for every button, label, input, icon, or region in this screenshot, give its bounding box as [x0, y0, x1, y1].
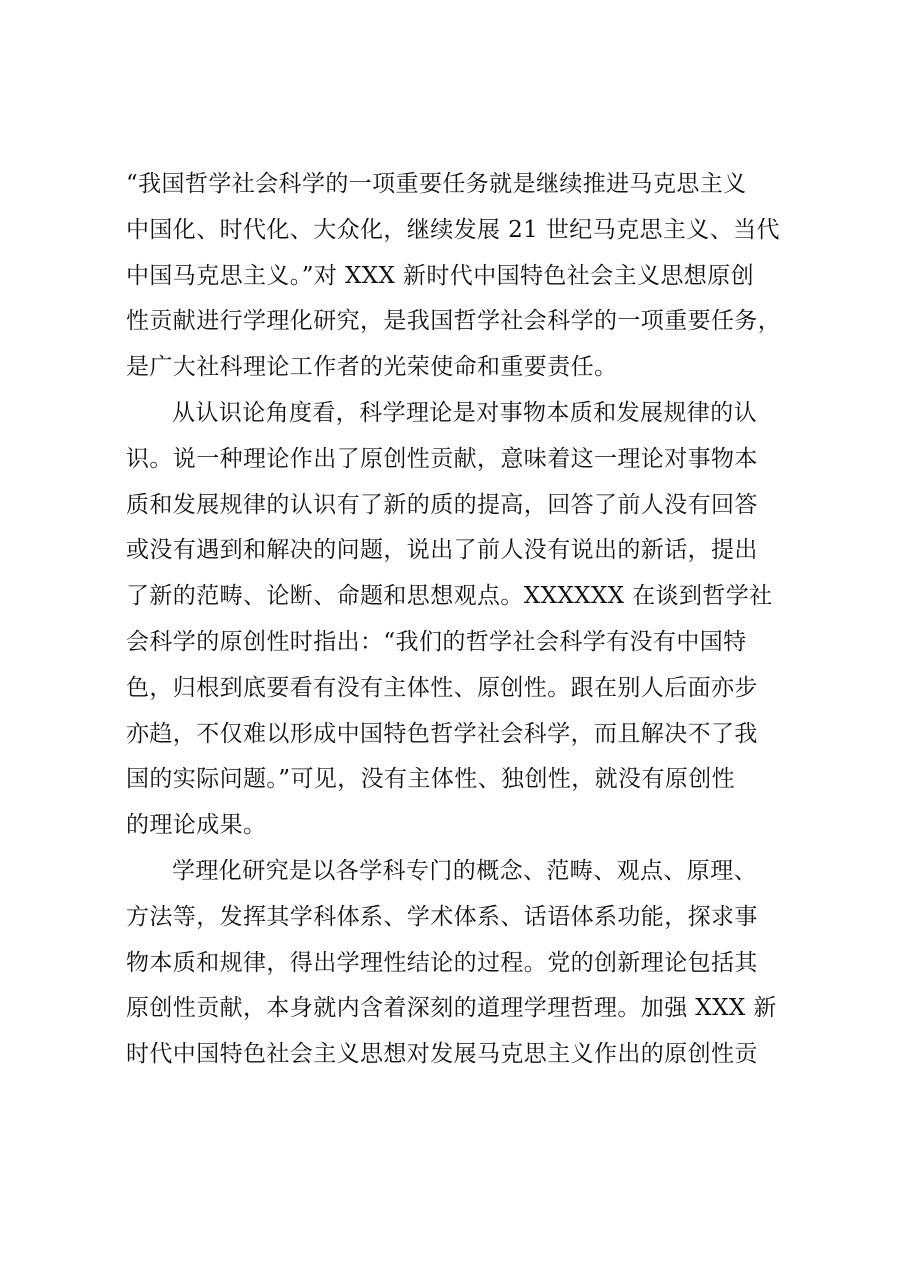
text-line: 中国马克思主义。”对 XXX 新时代中国特色社会主义思想原创 — [126, 262, 755, 289]
text-line: “我国哲学社会科学的一项重要任务就是继续推进马克思主义 — [126, 171, 747, 197]
text-line: 国的实际问题。”可见，没有主体性、独创性，就没有原创性 — [126, 766, 736, 793]
text-line: 学理化研究是以各学科专门的概念、范畴、观点、原理、 — [172, 857, 757, 884]
text-line: 时代中国特色社会主义思想对发展马克思主义作出的原创性贡 — [126, 1041, 758, 1068]
text-line: 了新的范畴、论断、命题和思想观点。XXXXXX 在谈到哲学社 — [126, 583, 773, 610]
text-line: 的理论成果。 — [126, 812, 267, 839]
paragraph-3 — [126, 849, 802, 1078]
text-line: 性贡献进行学理化研究，是我国哲学社会科学的一项重要任务， — [126, 308, 782, 335]
paragraph-1 — [126, 162, 802, 391]
text-line: 物本质和规律，得出学理性结论的过程。党的创新理论包括其 — [126, 949, 758, 976]
text-line: 或没有遇到和解决的问题，说出了前人没有说出的新话，提出 — [126, 537, 758, 564]
text-line: 中国化、时代化、大众化，继续发展 21 世纪马克思主义、当代 — [126, 216, 780, 243]
text-line: 原创性贡献，本身就内含着深刻的道理学理哲理。加强 XXX 新 — [126, 995, 777, 1022]
text-line: 从认识论角度看，科学理论是对事物本质和发展规律的认 — [172, 399, 757, 426]
text-line: 色，归根到底要看有没有主体性、原创性。跟在别人后面亦步 — [126, 674, 758, 701]
paragraph-2 — [126, 391, 802, 849]
text-line: 质和发展规律的认识有了新的质的提高，回答了前人没有回答 — [126, 491, 758, 518]
body-text — [126, 162, 802, 1078]
text-line: 识。说一种理论作出了原创性贡献，意味着这一理论对事物本 — [126, 445, 758, 472]
text-line: 会科学的原创性时指出：“我们的哲学社会科学有没有中国特 — [126, 628, 747, 655]
text-line: 方法等，发挥其学科体系、学术体系、话语体系功能，探求事 — [126, 903, 758, 930]
text-line: 亦趋，不仅难以形成中国特色哲学社会科学，而且解决不了我 — [126, 720, 758, 747]
text-line: 是广大社科理论工作者的光荣使命和重要责任。 — [126, 354, 618, 381]
